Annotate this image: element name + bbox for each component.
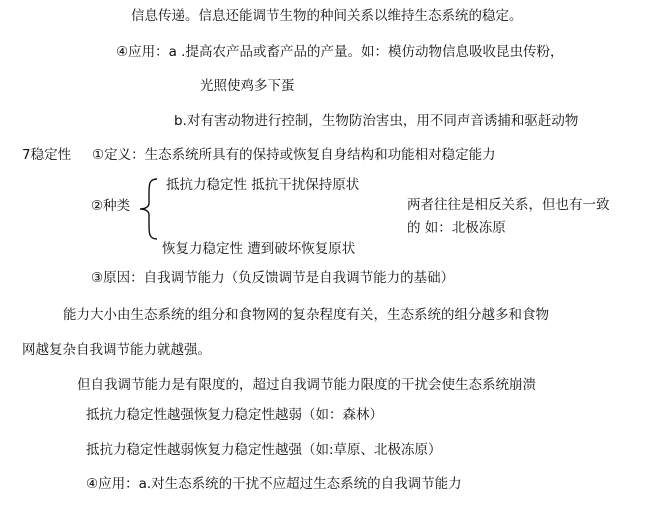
text-line-limit: 但自我调节能力是有限度的，超过自我调节能力限度的干扰会使生态系统崩溃 [77,377,536,393]
text-line-ability-size-cont: 网越复杂自我调节能力就越强。 [22,342,211,358]
curly-brace-icon [137,177,161,241]
text-line-cause: ③原因：自我调节能力（负反馈调节是自我调节能力的基础） [91,270,455,286]
section-number-stability: 7稳定性 [22,147,72,163]
text-line-definition: ①定义：生态系统所具有的保持或恢复自身结构和功能相对稳定能力 [92,147,496,163]
kind-recovery: 恢复力稳定性 遭到破坏恢复原状 [162,241,356,257]
text-line-ability-size: 能力大小由生态系统的组分和食物网的复杂程度有关，生态系统的组分越多和食物 [63,307,549,323]
text-line-info-transfer: 信息传递。信息还能调节生物的种间关系以维持生态系统的稳定。 [131,8,523,24]
text-line-application-a: ④应用：a .提高农产品或畜产品的产量。如：模仿动物信息吸收昆虫传粉， [116,44,564,60]
kind-resistance: 抵抗力稳定性 抵抗干扰保持原状 [166,177,360,193]
text-line-application-b: b.对有害动物进行控制，生物防治害虫，用不同声音诱捕和驱赶动物 [174,113,579,129]
kind-label: ②种类 [91,198,131,214]
text-line-forest: 抵抗力稳定性越强恢复力稳定性越弱（如：森林） [86,407,383,423]
kind-note-line2: 的 如：北极冻原 [407,220,506,236]
kind-note-line1: 两者往往是相反关系，但也有一致 [407,197,610,213]
text-line-grassland: 抵抗力稳定性越弱恢复力稳定性越强（如:草原、北极冻原） [86,442,442,458]
text-line-application-a-cont: 光照使鸡多下蛋 [200,78,295,94]
text-line-application-stability: ④应用：a.对生态系统的干扰不应超过生态系统的自我调节能力 [86,476,462,492]
